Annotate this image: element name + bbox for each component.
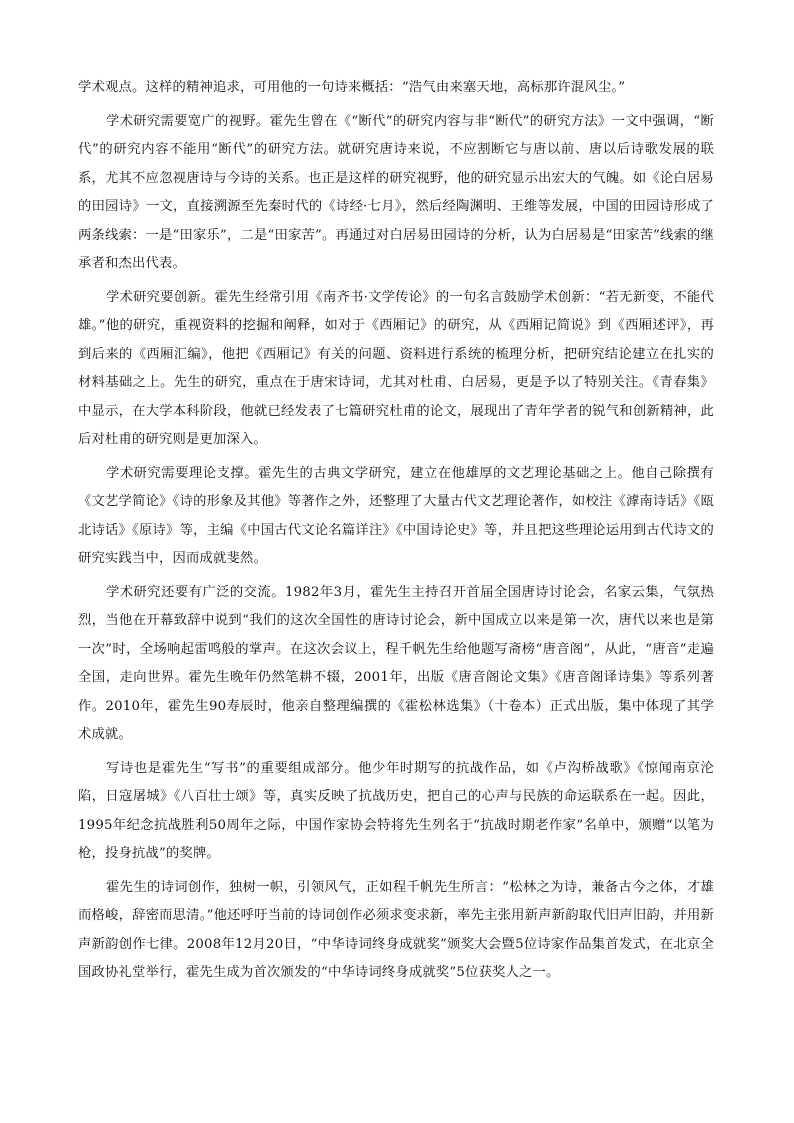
paragraph-research-vision: 学术研究需要宽广的视野。霍先生曾在《“断代”的研究内容与非“断代”的研究方法》一文中强调，“断代”的研究内容不能用“断代”的研究方法。就研究唐诗来说，不应割断它与唐以前、唐以后诗歌发展的联系，尤其不应忽视唐诗与今诗的关系。也正是这样的研究视野，他的研究显示出宏大的气魄。如《论白居易的田园诗》一文，直接溯源至先秦时代的《诗经·七月》，然后经陶渊明、王维等发展，中国的田园诗形成了两条线索：一是“田家乐”，二是“田家苦”。再通过对白居易田园诗的分析，认为白居易是“田家苦”线索的继承者和杰出代表。 — [78, 113, 714, 271]
article-body — [78, 74, 714, 988]
paragraph-poetry-writing: 写诗也是霍先生“写书”的重要组成部分。他少年时期写的抗战作品，如《卢沟桥战歌》《惊闻南京沦陷，日寇屠城》《八百壮士颂》等，真实反映了抗战历史，把自己的心声与民族的命运联系在一起。因此，1995年纪念抗战胜利50周年之际，中国作家协会特将先生列名于“抗战时期老作家”名单中，颁赠“以笔为枪，投身抗战”的奖牌。 — [78, 760, 714, 861]
paragraph-academic-exchange: 学术研究还要有广泛的交流。1982年3月，霍先生主持召开首届全国唐诗讨论会，名家云集，气氛热烈，当他在开幕致辞中说到“我们的这次全国性的唐诗讨论会，新中国成立以来是第一次，唐代以来也是第一次”时，全场响起雷鸣般的掌声。在这次会议上，程千帆先生给他题写斋榜“唐音阁”，从此，“唐音”走遍全国，走向世界。霍先生晚年仍然笔耕不辍，2001年，出版《唐音阁论文集》《唐音阁译诗集》等系列著作。2010年，霍先生90寿辰时，他亲自整理编撰的《霍松林选集》（十卷本）正式出版，集中体现了其学术成就。 — [78, 584, 714, 742]
paragraph-continuation: 学术观点。这样的精神追求，可用他的一句诗来概括：“浩气由来塞天地，高标那许混风尘。” — [78, 80, 626, 95]
paragraph-poetry-creation: 霍先生的诗词创作，独树一帜，引领风气，正如程千帆先生所言：“松林之为诗，兼备古今之体，才雄而格峻，辞密而思清。”他还呼吁当前的诗词创作必须求变求新，率先主张用新声新韵取代旧声旧韵，并用新声新韵创作七律。2008年12月20日，“中华诗词终身成就奖”颁奖大会暨5位诗家作品集首发式，在北京全国政协礼堂举行，霍先生成为首次颁发的“中华诗词终身成就奖”5位获奖人之一。 — [78, 879, 714, 980]
paragraph-research-innovation: 学术研究要创新。霍先生经常引用《南齐书·文学传论》的一句名言鼓励学术创新：“若无新变，不能代雄。”他的研究，重视资料的挖掘和阐释，如对于《西厢记》的研究，从《西厢记简说》到《西厢述评》，再到后来的《西厢汇编》，他把《西厢记》有关的问题、资料进行系统的梳理分析，把研究结论建立在扎实的材料基础之上。先生的研究，重点在于唐宋诗词，尤其对杜甫、白居易，更是予以了特别关注。《青春集》中显示，在大学本科阶段，他就已经发表了七篇研究杜甫的论文，展现出了青年学者的锐气和创新精神，此后对杜甫的研究则是更加深入。 — [78, 289, 714, 447]
paragraph-theory-support: 学术研究需要理论支撑。霍先生的古典文学研究，建立在他雄厚的文艺理论基础之上。他自己除撰有《文艺学简论》《诗的形象及其他》等著作之外，还整理了大量古代文艺理论著作，如校注《滹南诗话》《瓯北诗话》《原诗》等，主编《中国古代文论名篇详注》《中国诗论史》等，并且把这些理论运用到古代诗文的研究实践当中，因而成就斐然。 — [78, 465, 714, 566]
